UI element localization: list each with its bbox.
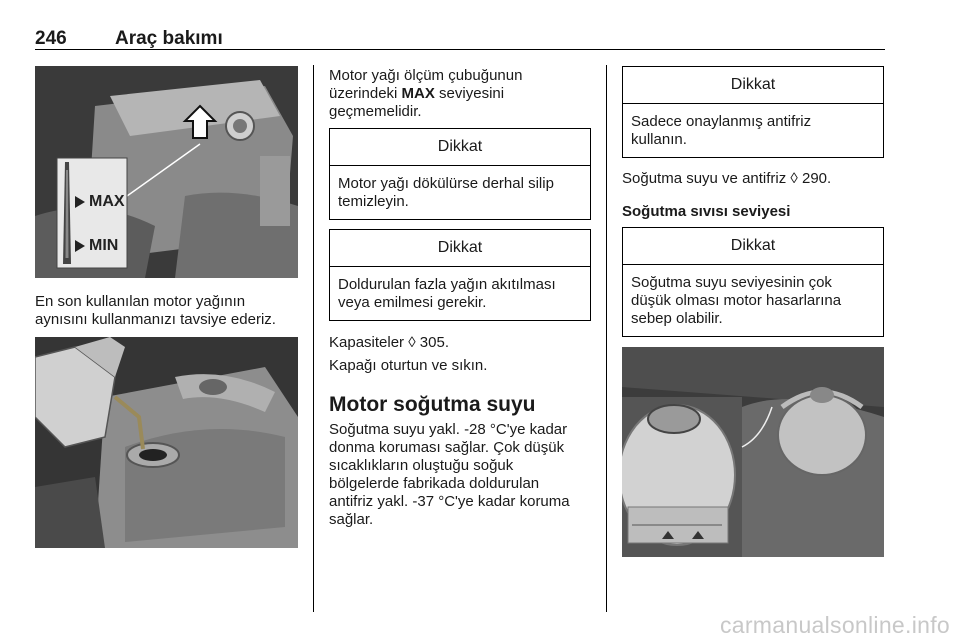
text-line: En son kullanılan motor yağının <box>35 293 246 310</box>
dipstick-max-text <box>329 67 522 121</box>
subheading-coolant-level: Soğutma sıvısı seviyesi <box>622 203 791 220</box>
text-line: aynısını kullanmanızı tavsiye ederiz. <box>35 311 276 328</box>
text-fragment: seviyesini <box>434 85 505 102</box>
notice-title: Dikkat <box>623 67 883 104</box>
coolant-reservoir-illustration <box>622 347 884 557</box>
text-line: kullanın. <box>631 131 687 148</box>
text-line: temizleyin. <box>338 193 409 210</box>
text-line: Soğutma suyu seviyesinin çok <box>631 274 832 291</box>
text-line: antifriz yakl. -37 °C'ye kadar koruma <box>329 493 570 510</box>
figure-oil-pouring <box>35 337 298 548</box>
cap-instruction: Kapağı oturtun ve sıkın. <box>329 357 488 374</box>
max-emphasis: MAX <box>401 85 435 102</box>
notice-body <box>623 265 883 328</box>
notice-box-oil-spill <box>329 128 591 220</box>
watermark[interactable]: carmanualsonline.info <box>719 612 950 638</box>
dipstick-max-label: MAX <box>89 193 125 210</box>
text-line: bölgelerde fabrikada doldurulan <box>329 475 540 492</box>
capacities-reference[interactable]: Kapasiteler ◊ 305. <box>329 334 449 351</box>
oil-recommendation-text <box>35 293 276 329</box>
text-line: düşük olması motor hasarlarına <box>631 292 842 309</box>
notice-title: Dikkat <box>623 228 883 265</box>
text-line: sıcaklıkların oluştuğu soğuk <box>329 457 514 474</box>
antifreeze-reference[interactable]: Soğutma suyu ve antifriz ◊ 290. <box>622 170 832 187</box>
column-divider-2 <box>606 65 607 612</box>
coolant-description <box>329 421 570 529</box>
text-line: donma koruması sağlar. Çok düşük <box>329 439 565 456</box>
notice-box-excess-oil <box>329 229 591 321</box>
text-line <box>329 85 522 103</box>
text-fragment: üzerindeki <box>329 85 402 102</box>
text-line: Sadece onaylanmış antifriz <box>631 113 812 130</box>
section-heading-coolant: Motor soğutma suyu <box>329 393 536 416</box>
notice-title: Dikkat <box>330 230 590 267</box>
notice-body <box>623 104 883 149</box>
figure-coolant-reservoir <box>622 347 884 557</box>
section-title: Araç bakımı <box>115 28 223 49</box>
page-number: 246 <box>35 28 67 49</box>
column-divider-1 <box>313 65 314 612</box>
text-line: Soğutma suyu yakl. -28 °C'ye kadar <box>329 421 568 438</box>
notice-title: Dikkat <box>330 129 590 166</box>
notice-box-approved-antifreeze <box>622 66 884 158</box>
text-line: sağlar. <box>329 511 374 528</box>
text-line: Doldurulan fazla yağın akıtılması <box>338 276 556 293</box>
header-rule <box>35 49 885 50</box>
text-line: veya emilmesi gerekir. <box>338 294 487 311</box>
text-line: Motor yağı dökülürse derhal silip <box>338 175 554 192</box>
page-header <box>35 28 223 50</box>
engine-illustration-1 <box>35 66 298 278</box>
notice-body <box>330 166 590 211</box>
text-line: geçmemelidir. <box>329 103 422 120</box>
text-line: sebep olabilir. <box>631 310 723 327</box>
text-line: Motor yağı ölçüm çubuğunun <box>329 67 523 84</box>
notice-body <box>330 267 590 312</box>
dipstick-min-label: MIN <box>89 237 119 254</box>
notice-box-low-coolant <box>622 227 884 337</box>
figure-oil-dipstick <box>35 66 298 278</box>
engine-illustration-2 <box>35 337 298 548</box>
